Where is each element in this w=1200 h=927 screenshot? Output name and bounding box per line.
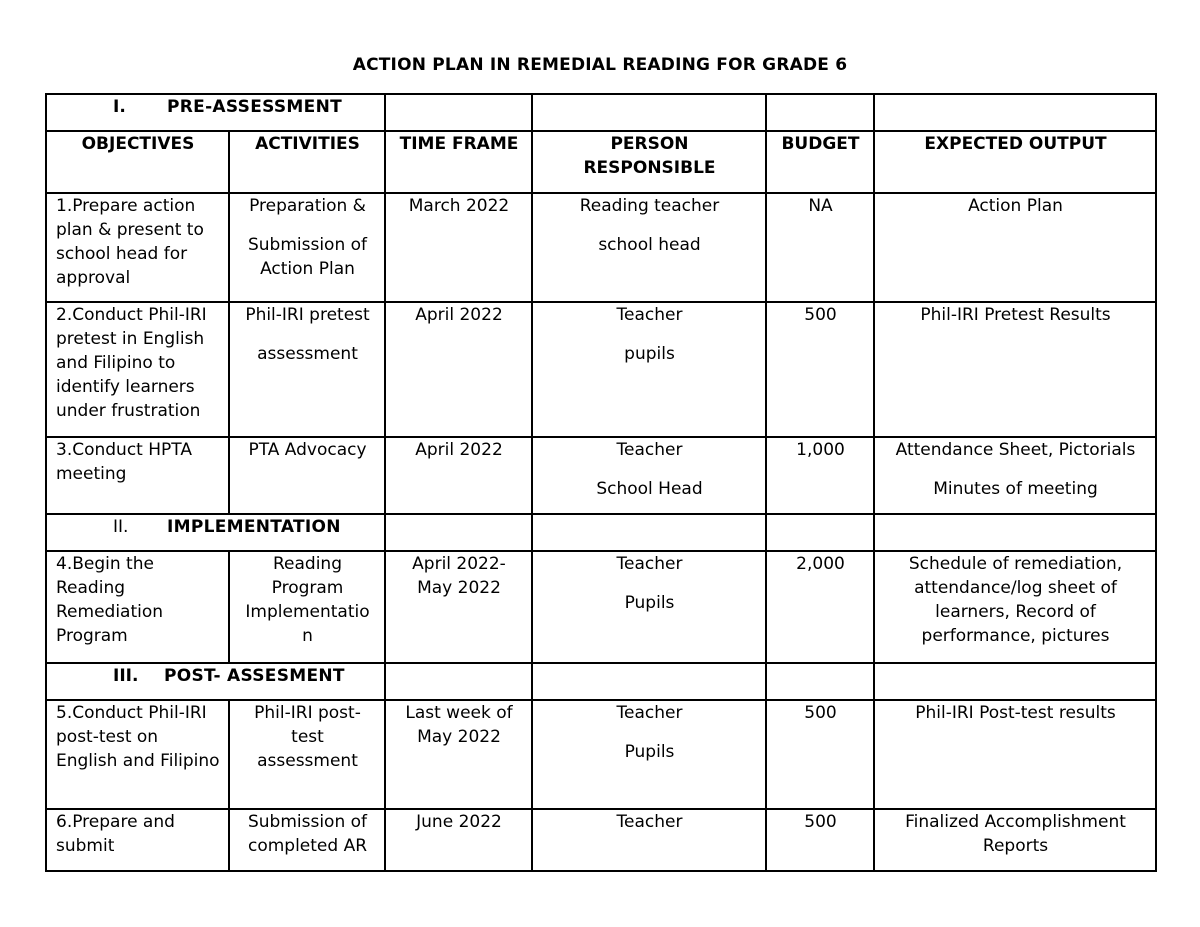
person-cell: Teacher pupils	[532, 302, 766, 437]
section-title: IMPLEMENTATION	[167, 517, 341, 537]
objective-cell: 1.Prepare action plan & present to school head for approval	[46, 193, 229, 302]
section-row-post-assessment	[46, 663, 1156, 700]
activity-cell: Phil-IRI pretest assessment	[229, 302, 385, 437]
table-row	[46, 437, 1156, 514]
budget-cell: 500	[766, 302, 874, 437]
objective-cell: 3.Conduct HPTA meeting	[46, 437, 229, 514]
activity-cell: Reading Program Implementatio n	[229, 551, 385, 663]
output-cell: Finalized Accomplishment Reports	[874, 809, 1156, 871]
time-frame-cell: April 2022	[385, 437, 532, 514]
objective-cell: 6.Prepare and submit	[46, 809, 229, 871]
table-row	[46, 809, 1156, 871]
header-time-frame: TIME FRAME	[385, 131, 532, 193]
table-row	[46, 302, 1156, 437]
time-frame-cell: April 2022	[385, 302, 532, 437]
header-person-responsible: PERSON RESPONSIBLE	[532, 131, 766, 193]
person-cell: Teacher Pupils	[532, 700, 766, 809]
header-activities: ACTIVITIES	[229, 131, 385, 193]
person-cell: Teacher School Head	[532, 437, 766, 514]
time-frame-cell: April 2022- May 2022	[385, 551, 532, 663]
budget-cell: 2,000	[766, 551, 874, 663]
output-cell: Schedule of remediation, attendance/log sheet of learners, Record of performance, pictures	[874, 551, 1156, 663]
document-title: ACTION PLAN IN REMEDIAL READING FOR GRADE 6	[352, 55, 848, 75]
section-number: II.	[113, 517, 129, 537]
budget-cell: 1,000	[766, 437, 874, 514]
table-row	[46, 700, 1156, 809]
section-number: III.	[113, 666, 139, 686]
person-cell: Reading teacher school head	[532, 193, 766, 302]
activity-cell: Preparation & Submission of Action Plan	[229, 193, 385, 302]
header-budget: BUDGET	[766, 131, 874, 193]
section-row-implementation	[46, 514, 1156, 551]
person-cell: Teacher Pupils	[532, 551, 766, 663]
section-title: PRE-ASSESSMENT	[167, 97, 342, 117]
budget-cell: NA	[766, 193, 874, 302]
section-title: POST- ASSESMENT	[164, 666, 345, 686]
output-cell: Action Plan	[874, 193, 1156, 302]
activity-cell: Submission of completed AR	[229, 809, 385, 871]
time-frame-cell: Last week of May 2022	[385, 700, 532, 809]
section-row-pre-assessment	[46, 94, 1156, 131]
output-cell: Phil-IRI Post-test results	[874, 700, 1156, 809]
output-cell: Phil-IRI Pretest Results	[874, 302, 1156, 437]
person-cell: Teacher	[532, 809, 766, 871]
time-frame-cell: March 2022	[385, 193, 532, 302]
header-objectives: OBJECTIVES	[46, 131, 229, 193]
action-plan-table	[45, 93, 1157, 872]
table-header-row	[46, 131, 1156, 193]
activity-cell: PTA Advocacy	[229, 437, 385, 514]
header-expected-output: EXPECTED OUTPUT	[874, 131, 1156, 193]
table-row	[46, 193, 1156, 302]
output-cell: Attendance Sheet, Pictorials Minutes of meeting	[874, 437, 1156, 514]
activity-cell: Phil-IRI post-test assessment	[229, 700, 385, 809]
objective-cell: 4.Begin the Reading Remediation Program	[46, 551, 229, 663]
budget-cell: 500	[766, 809, 874, 871]
budget-cell: 500	[766, 700, 874, 809]
objective-cell: 5.Conduct Phil-IRI post-test on English and Filipino	[46, 700, 229, 809]
table-row	[46, 551, 1156, 663]
objective-cell: 2.Conduct Phil-IRI pretest in English and Filipino to identify learners under frustration	[46, 302, 229, 437]
section-number: I.	[113, 97, 126, 117]
time-frame-cell: June 2022	[385, 809, 532, 871]
